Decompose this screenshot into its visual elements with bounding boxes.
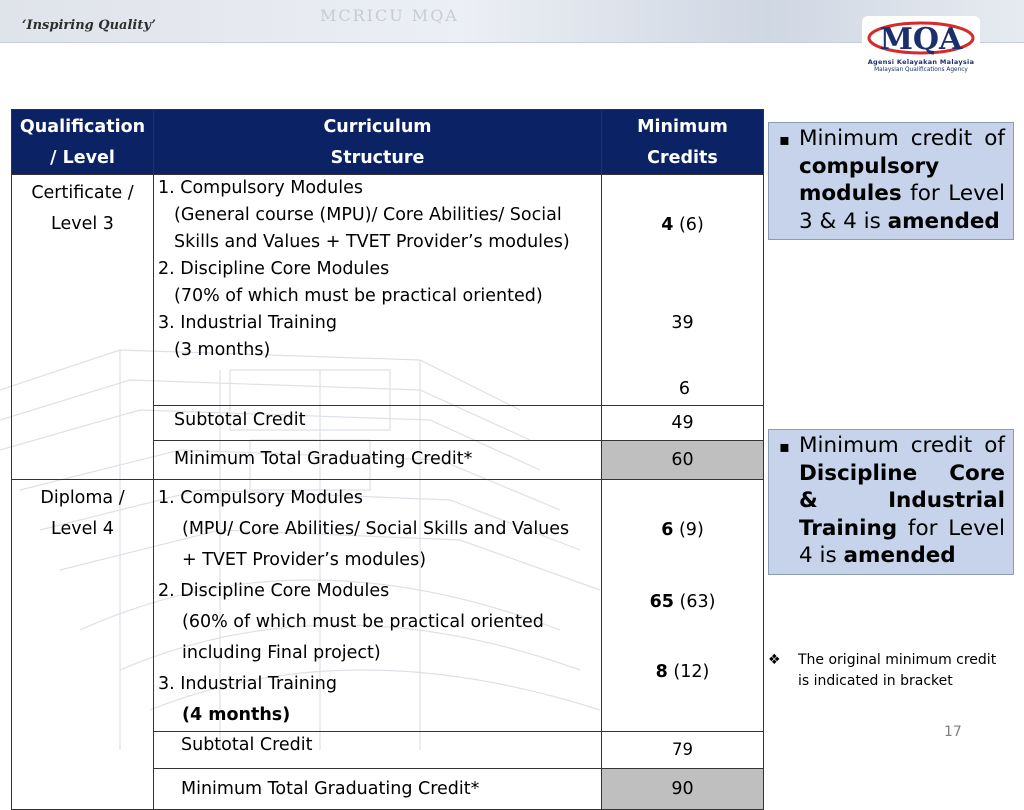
cert-total-value: 60: [602, 441, 764, 480]
dip-item2-desc1: (60% of which must be practical oriented: [182, 612, 544, 632]
diploma-curriculum-cell: [154, 480, 602, 732]
cert-item2-desc: (70% of which must be practical oriented): [174, 286, 543, 306]
cert-item3-desc: (3 months): [174, 340, 271, 360]
cert-credit2: 39: [671, 313, 694, 333]
original-credit-note: ❖ The original minimum credit is indicated in bracket: [768, 652, 997, 689]
dip-item2-title: 2. Discipline Core Modules: [158, 581, 390, 601]
certificate-credits-cell: [602, 175, 764, 406]
dip-total-value: 90: [602, 769, 764, 810]
dip-credit1: 6 (9): [661, 520, 704, 540]
dip-subtotal-label: Subtotal Credit: [154, 732, 602, 769]
header-qualification-level: Qualification / Level: [12, 110, 154, 175]
certificate-curriculum-cell: [154, 175, 602, 406]
dip-item1-desc2: + TVET Provider’s modules): [182, 550, 427, 570]
qualification-table: [11, 109, 764, 810]
certificate-main-row: [12, 175, 764, 406]
slogan: ‘Inspiring Quality’: [22, 18, 156, 33]
dip-item2-desc2: including Final project): [182, 643, 381, 663]
cert-credit1: 4 (6): [661, 215, 704, 235]
cert-item2-title: 2. Discipline Core Modules: [158, 259, 390, 279]
logo-acronym: MQA: [879, 22, 963, 57]
dip-total-label: Minimum Total Graduating Credit*: [154, 769, 602, 810]
diamond-bullet-icon: ❖: [768, 652, 781, 668]
square-bullet-icon: ▪: [779, 437, 790, 456]
note-discipline-amended: ▪ Minimum credit of Discipline Core & Industrial Training for Level 4 is amended: [768, 429, 1014, 575]
cert-item1-desc2: Skills and Values + TVET Provider’s modules): [174, 232, 570, 252]
page-number: 17: [944, 724, 962, 740]
dip-credit2: 65 (63): [649, 592, 716, 612]
cert-subtotal-label: Subtotal Credit: [154, 406, 602, 441]
cert-subtotal-value: 49: [602, 406, 764, 441]
note-compulsory-amended: ▪ Minimum credit of compulsory modules for Level 3 & 4 is amended: [768, 122, 1014, 240]
dip-item1-desc1: (MPU/ Core Abilities/ Social Skills and Values: [182, 519, 570, 539]
diploma-main-row: [12, 480, 764, 732]
diploma-level-cell: Diploma / Level 4: [12, 480, 154, 810]
cert-item1-desc1: (General course (MPU)/ Core Abilities/ Social: [174, 205, 562, 225]
dip-item1-title: 1. Compulsory Modules: [158, 488, 363, 508]
banner-watermark: MCRICU MQA: [320, 6, 459, 25]
mqa-logo: [862, 16, 980, 80]
dip-item3-title: 3. Industrial Training: [158, 674, 337, 694]
header-minimum-credits: Minimum Credits: [602, 110, 764, 175]
logo-line-english: Malaysian Qualifications Agency: [874, 67, 968, 73]
table-header-row: [12, 110, 764, 175]
dip-credit3: 8 (12): [655, 662, 710, 682]
mqa-logo-mark: [866, 18, 976, 58]
cert-item1-title: 1. Compulsory Modules: [158, 178, 363, 198]
diploma-credits-cell: [602, 480, 764, 732]
cert-credit3: 6: [678, 379, 691, 399]
dip-subtotal-value: 79: [602, 732, 764, 769]
cert-total-label: Minimum Total Graduating Credit*: [154, 441, 602, 480]
logo-line-malay: Agensi Kelayakan Malaysia: [867, 58, 975, 66]
header-curriculum-structure: Curriculum Structure: [154, 110, 602, 175]
dip-item3-desc: (4 months): [182, 705, 291, 725]
square-bullet-icon: ▪: [779, 130, 790, 149]
cert-item3-title: 3. Industrial Training: [158, 313, 337, 333]
certificate-level-cell: Certificate / Level 3: [12, 175, 154, 480]
